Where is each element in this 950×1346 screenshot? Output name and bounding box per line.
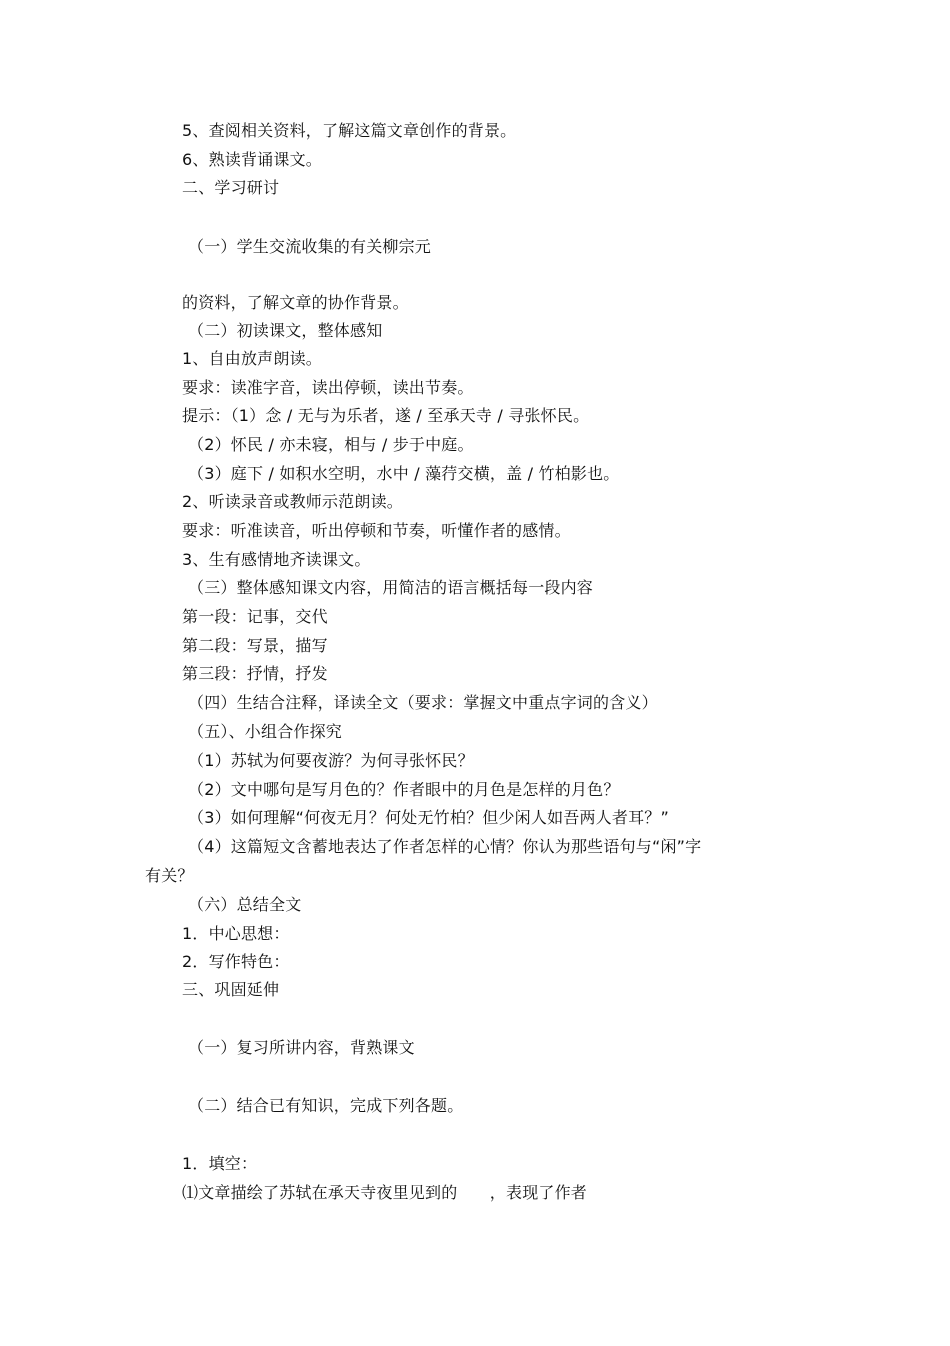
subsection-heading-2: （二）初读课文，整体感知	[188, 321, 383, 340]
subsection-heading-1: （一）学生交流收集的有关柳宗元	[188, 237, 432, 256]
text-line-28: 2．写作特色：	[182, 952, 290, 971]
text-line-5: 的资料，了解文章的协作背景。	[182, 293, 409, 312]
subsection-heading-8: （二）结合已有知识，完成下列各题。	[188, 1096, 464, 1115]
subsection-heading-7: （一）复习所讲内容，背熟课文	[188, 1038, 415, 1057]
question-4: （4）这篇短文含蓄地表达了作者怎样的心情？你认为那些语句与“闲”字	[188, 837, 702, 856]
text-line-16: 第一段：记事，交代	[182, 607, 328, 626]
question-2: （2）文中哪句是写月色的？作者眼中的月色是怎样的月色？	[188, 780, 620, 799]
text-line-14: 3、生有感情地齐读课文。	[182, 550, 371, 569]
text-line-8: 要求：读准字音，读出停顿，读出节奏。	[182, 378, 474, 397]
section-heading-2: 二、学习研讨	[182, 178, 280, 197]
text-line-10: （2）怀民 / 亦未寝，相与 / 步于中庭。	[188, 435, 474, 454]
text-line-32: 1．填空：	[182, 1154, 258, 1173]
subsection-heading-3: （三）整体感知课文内容，用简洁的语言概括每一段内容	[188, 578, 594, 597]
fill-blank-line: ⑴文章描绘了苏轼在承天寺夜里见到的 ，表现了作者	[182, 1183, 588, 1202]
text-line-13: 要求：听准读音，听出停顿和节奏，听懂作者的感情。	[182, 521, 571, 540]
section-heading-3: 三、巩固延伸	[182, 980, 280, 999]
text-line-1: 5、查阅相关资料，了解这篇文章创作的背景。	[182, 121, 517, 140]
text-line-9: 提示：（1）念 / 无与为乐者，遂 / 至承天寺 / 寻张怀民。	[182, 406, 590, 425]
text-line-27: 1．中心思想：	[182, 924, 290, 943]
subsection-heading-6: （六）总结全文	[188, 895, 302, 914]
text-line-11: （3）庭下 / 如积水空明，水中 / 藻荇交横，盖 / 竹柏影也。	[188, 464, 620, 483]
question-4-continued: 有关？	[145, 866, 194, 885]
subsection-heading-5: （五）、小组合作探究	[188, 722, 343, 741]
text-line-7: 1、自由放声朗读。	[182, 349, 322, 368]
text-line-12: 2、听读录音或教师示范朗读。	[182, 492, 403, 511]
text-line-2: 6、熟读背诵课文。	[182, 150, 322, 169]
question-3: （3）如何理解“何夜无月？何处无竹柏？但少闲人如吾两人者耳？”	[188, 808, 669, 827]
question-1: （1）苏轼为何要夜游？为何寻张怀民？	[188, 751, 474, 770]
subsection-heading-4: （四）生结合注释，译读全文（要求：掌握文中重点字词的含义）	[188, 693, 658, 712]
text-line-18: 第三段：抒情，抒发	[182, 664, 328, 683]
text-line-17: 第二段：写景，描写	[182, 636, 328, 655]
